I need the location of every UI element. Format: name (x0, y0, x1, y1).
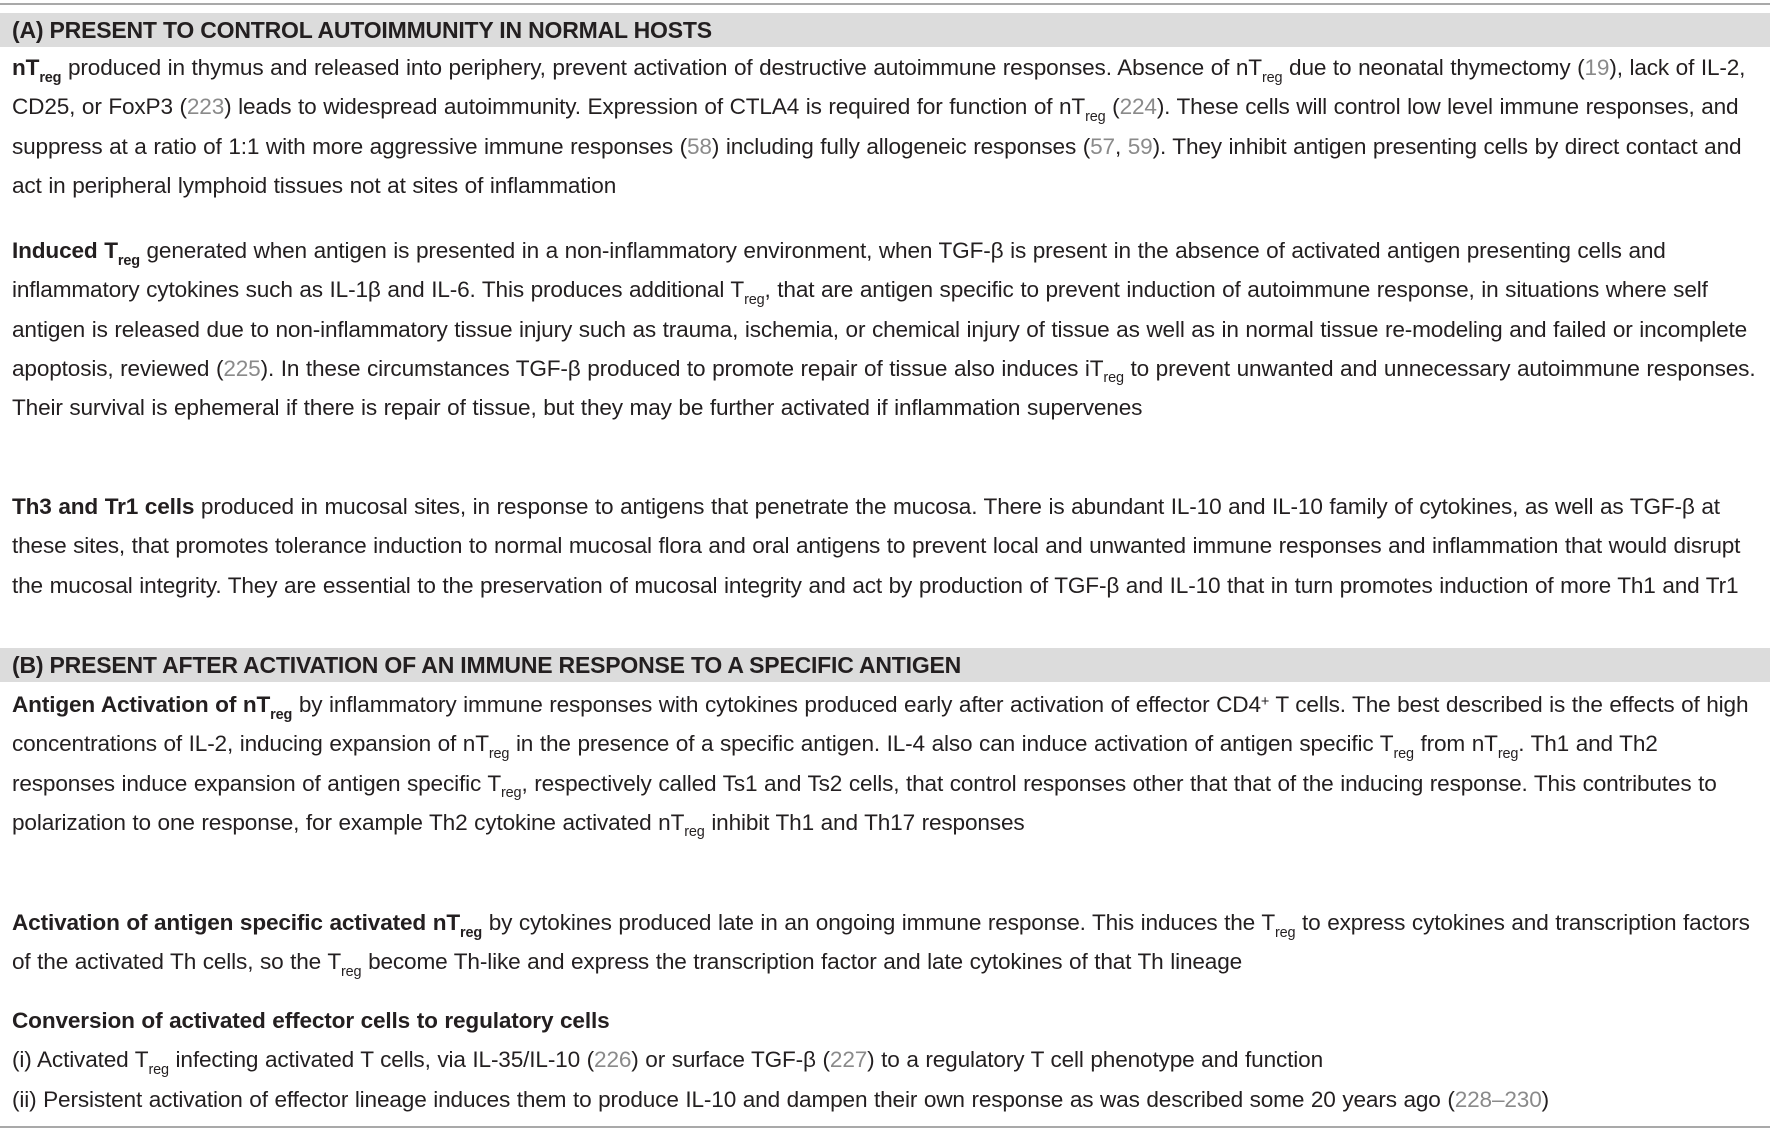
th3-tr1-title: Th3 and Tr1 cells (12, 494, 195, 519)
late-activation-paragraph: Activation of antigen specific activated $nT_{reg}$ by cytokines produced late in an ongoing immune response. This induces the $T_{reg}$ to express cytokines and transcription factors of the activated Th cells, so the $T_{reg}$ become Th-like and express the transcription factor and late cytokines of that Th lineage (12, 910, 1750, 980)
antigen-activation-title: Antigen Activation of $nT_{reg}$ (12, 692, 293, 723)
citation-link[interactable]: 230 (1504, 1086, 1542, 1112)
citation-link[interactable]: 57 (1090, 133, 1115, 159)
citation-link[interactable]: 223 (186, 94, 225, 120)
citation-link[interactable]: 225 (223, 355, 261, 381)
conversion-item-ii: (ii) Persistent activation of effector lineage induces them to produce IL-10 and dampen their own response as was described some 20 years ago (228–230) (12, 1086, 1550, 1112)
top-rule (0, 3, 1770, 5)
conversion-item-i: (i) Activated $T_{reg}$ infecting activated T cells, via IL-35/IL-10 (226) or surface TGF-β (227) to a regulatory T cell phenotype and function (12, 1047, 1323, 1078)
ntreg-paragraph: $nT_{reg}$ produced in thymus and released into periphery, prevent activation of destructive autoimmune responses. Absence of $nT_{reg}$ due to neonatal thymectomy (19), lack of IL-2, CD25, or FoxP3 (223) leads to widespread autoimmunity. Expression of CTLA4 is required for function of $nT_{reg}$ (224). These cells will control low level immune responses, and suppress at a ratio of 1:1 with more aggressive immune responses (58) including fully allogeneic responses (57, 59). They inhibit antigen presenting cells by direct contact and act in peripheral lymphoid tissues not at sites of inflammation (12, 55, 1746, 198)
induced-treg-title: Induced $T_{reg}$ (12, 238, 140, 269)
bottom-rule (0, 1126, 1770, 1128)
conversion-title: Conversion of activated effector cells to regulatory cells (12, 1008, 610, 1033)
antigen-activation-paragraph: Antigen Activation of $nT_{reg}$ by inflammatory immune responses with cytokines produced early after activation of effector CD4+ T cells. The best described is the effects of high concentrations of IL-2, inducing expansion of $nT_{reg}$ in the presence of a specific antigen. IL-4 also can induce activation of antigen specific $T_{reg}$ from $nT_{reg}$. Th1 and Th2 responses induce expansion of antigen specific $T_{reg}$, respectively called Ts1 and Ts2 cells, that control responses other that that of the inducing response. This contributes to polarization to one response, for example Th2 cytokine activated $nT_{reg}$ inhibit Th1 and Th17 responses (12, 692, 1749, 841)
section-b-heading: (B) PRESENT AFTER ACTIVATION OF AN IMMUNE RESPONSE TO A SPECIFIC ANTIGEN (0, 648, 1770, 682)
citation-link[interactable]: 58 (686, 133, 712, 159)
citation-link[interactable]: 19 (1584, 55, 1610, 80)
citation-link[interactable]: 228 (1454, 1086, 1492, 1112)
citation-link[interactable]: 227 (829, 1047, 868, 1073)
th3-tr1-paragraph: Th3 and Tr1 cells produced in mucosal sites, in response to antigens that penetrate the mucosa. There is abundant IL-10 and IL-10 family of cytokines, as well as TGF-β at these sites, that promotes tolerance induction to normal mucosal flora and oral antigens to prevent local and unwanted immune responses and inflammation that would disrupt the mucosal integrity. They are essential to the preservation of mucosal integrity and act by production of TGF-β and IL-10 that in turn promotes induction of more Th1 and Tr1 (12, 494, 1741, 598)
induced-treg-paragraph: Induced $T_{reg}$ generated when antigen is presented in a non-inflammatory environment, when TGF-β is present in the absence of activated antigen presenting cells and inflammatory cytokines such as IL-1β and IL-6. This produces additional $T_{reg}$, that are antigen specific to prevent induction of autoimmune response, in situations where self antigen is released due to non-inflammatory tissue injury such as trauma, ischemia, or chemical injury of tissue as well as in normal tissue re-modeling and failed or incomplete apoptosis, reviewed (225). In these circumstances TGF-β produced to promote repair of tissue also induces $iT_{reg}$ to prevent unwanted and unnecessary autoimmune responses. Their survival is ephemeral if there is repair of tissue, but they may be further activated if inflammation supervenes (12, 238, 1756, 421)
citation-dash: – (1491, 1086, 1505, 1112)
section-a-heading: (A) PRESENT TO CONTROL AUTOIMMUNITY IN NORMAL HOSTS (0, 13, 1770, 47)
citation-link[interactable]: 226 (594, 1047, 632, 1073)
citation-link[interactable]: 59 (1127, 133, 1153, 159)
citation-link[interactable]: 224 (1119, 94, 1157, 120)
late-activation-title: Activation of antigen specific activated $nT_{reg}$ (12, 910, 483, 941)
ntreg-title: $nT_{reg}$ (12, 55, 62, 86)
conversion-paragraph (12, 1001, 1764, 1119)
